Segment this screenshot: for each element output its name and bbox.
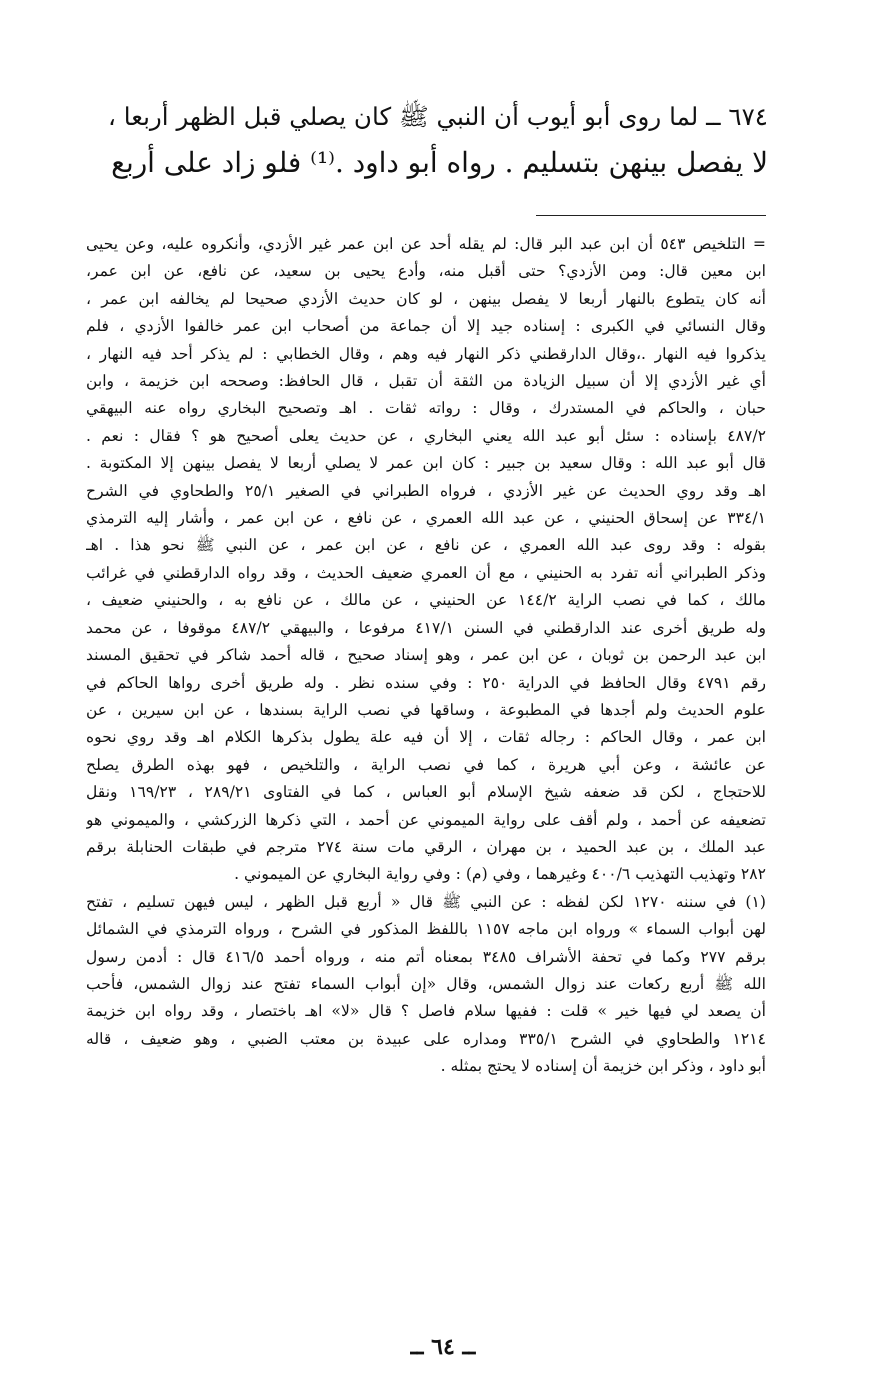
page-number: ــ ٦٤ ــ (410, 1334, 476, 1360)
footnote-line: عبد الملك ، بن عبد الحميد ، بن مهران ، الرقي مات سنة ٢٧٤ مترجم في طبقات الحنابلة برقم (86, 837, 766, 856)
main-text (108, 94, 768, 186)
footnote-line: وقال النسائي في الكبرى : إسناده جيد إلا أن جماعة من أصحاب ابن عمر خالفوا الأزدي ، فلم (86, 317, 766, 336)
footnote-line: برقم ٢٧٧ وكما في تحفة الأشراف ٣٤٨٥ بمعناه أتم منه ، ورواه أحمد ٤١٦/٥ قال : أدمن رسول (86, 947, 766, 966)
footnote-line: يذكروا فيه النهار .،وقال الدارقطني ذكر النهار فيه وهم ، وقال الخطابي : لم يذكر أحد فيه النهار ، (86, 344, 766, 363)
footnotes (86, 231, 766, 1081)
footnote-line: أبو داود ، وذكر ابن خزيمة أن إسناده لا يحتج بمثله . (440, 1057, 766, 1076)
footnote-line: رقم ٤٧٩١ وقال الحافظ في الدراية ٢٥٠ : وفي سنده نظر . وله طريق أخرى رواها الحاكم في (86, 673, 766, 692)
footnote-line: للاحتجاج ، لكن قد ضعفه شيخ الإسلام أبو العباس ، كما في الفتاوى ٢٨٩/٢١ ، ١٦٩/٢٣ ونقل (86, 783, 766, 802)
footnote-line: بقوله : وقد روى عبد الله العمري ، عن نافع ، عن ابن عمر ، عن النبي ﷺ نحو هذا . اهـ (86, 536, 766, 555)
footnote-line: لهن أبواب السماء » ورواه ابن ماجه ١١٥٧ باللفظ المذكور في الشرح ، ورواه الترمذي في الشمائل (86, 920, 766, 939)
main-line: لا يفصل بينهن بتسليم . رواه أبو داود .⁽¹⁾ فلو زاد على أربع (111, 146, 768, 179)
footnote-line: ٢٨٢ وتهذيب التهذيب ٤٠٠/٦ وغيرهما ، وفي (م) : وفي رواية البخاري عن الميموني . (234, 865, 766, 884)
footnote-line: اهـ وقد روي الحديث عن غير الأزدي ، فرواه الطبراني في الصغير ٢٥/١ والطحاوي في الشرح (86, 481, 766, 500)
footnote-line: = التلخيص ٥٤٣ أن ابن عبد البر قال: لم يقله أحد عن ابن عمر غير الأزدي، وأنكروه عليه، وعن يحيى (86, 235, 766, 253)
footnote-line: وله طريق أخرى عند الدارقطني في السنن ٤١٧/١ مرفوعا ، والبيهقي ٤٨٧/٢ موقوفا ، عن محمد (86, 618, 766, 637)
footnote-line: أي غير الأزدي إلا أن سبيل الزيادة من الثقة أن تقبل ، قال الحافظ: وصححه ابن خزيمة ، وابن (86, 372, 766, 391)
footnote-line: ١٢١٤ والطحاوي في الشرح ٣٣٥/١ ومداره على عبيدة بن معتب الضبي ، وهو ضعيف ، قاله (86, 1029, 766, 1048)
footnote-line: قال أبو عبد الله : وقال سعيد بن جبير : كان ابن عمر لا يصلي أربعا لا يفصل بينهن إلا المكتوبة . (86, 454, 766, 473)
footnote-line: ٤٨٧/٢ بإسناده : سئل أبو عبد الله يعني البخاري ، عن حديث يعلى أصحيح هو ؟ فقال : نعم . (86, 426, 766, 445)
footnote-divider (536, 215, 766, 216)
main-line: ٦٧٤ ــ لما روى أبو أيوب أن النبي ﷺ كان يصلي قبل الظهر أربعا ، (107, 102, 768, 131)
footnote-line: علوم الحديث ولم أجدها في المطبوعة ، وساقها في نصب الراية بسندها ، عن ابن سيرين ، عن (86, 700, 766, 719)
footnote-line: وذكر الطبراني أنه تفرد به الحنيني ، مع أن العمري ضعيف الحديث ، وقد رواه الدارقطني في غرائب (86, 563, 766, 582)
footnote-line: عن عائشة ، وعن أبي هريرة ، كما في نصب الراية ، والتلخيص ، فهو بهذه الطرق يصلح (86, 755, 766, 774)
footnote-line: ٣٣٤/١ عن إسحاق الحنيني ، عن عبد الله العمري ، عن نافع ، عن ابن عمر ، وأشار إليه الترمذي (86, 509, 766, 528)
footnote-line: أن يصعد لي فيها خير » قلت : ففيها سلام فاصل ؟ قال «لا» اهـ باختصار ، وقد رواه ابن خزيمة (86, 1002, 766, 1021)
footnote-line: ابن عمر ، وقال الحاكم : رجاله ثقات ، إلا أن فيه علة يطول بذكرها الكلام اهـ وقد روي نحوه (86, 728, 766, 747)
footnote-line: مالك ، كما في نصب الراية ١٤٤/٢ عن الحنيني ، عن مالك ، عن نافع به ، والحنيني ضعيف ، (86, 591, 766, 610)
footnote-line: حبان ، والحاكم في المستدرك ، وقال : رواته ثقات . اهـ وتصحيح البخاري رواه عنه البيهقي (86, 399, 766, 418)
footnote-line: ابن عبد الرحمن بن ثوبان ، عن ابن عمر ، وهو إسناد صحيح ، قاله أحمد شاكر في تحقيق المسند (86, 646, 766, 665)
footnote-line: (١) في سننه ١٢٧٠ لكن لفظه : عن النبي ﷺ قال « أربع قبل الظهر ، ليس فيهن تسليم ، تفتح (86, 892, 766, 911)
footnote-line: الله ﷺ أربع ركعات عند زوال الشمس، وقال «إن أبواب السماء تفتح عند زوال الشمس، فأحب (86, 974, 766, 993)
footnote-line: ابن معين قال: ومن الأزدي؟ حتى أقبل منه، وأدع يحيى بن سعيد، عن نافع، عن ابن عمر، (86, 262, 766, 281)
footnote-line: تضعيفه عن أحمد ، ولم أقف على رواية الميموني عن أحمد ، التي ذكرها الزركشي ، والميموني هو (86, 810, 766, 829)
footnote-line: أنه كان يتطوع بالنهار أربعا لا يفصل بينهن ، لو كان حديث الأزدي صحيحا لم يخالفه ابن عمر ، (86, 289, 766, 308)
